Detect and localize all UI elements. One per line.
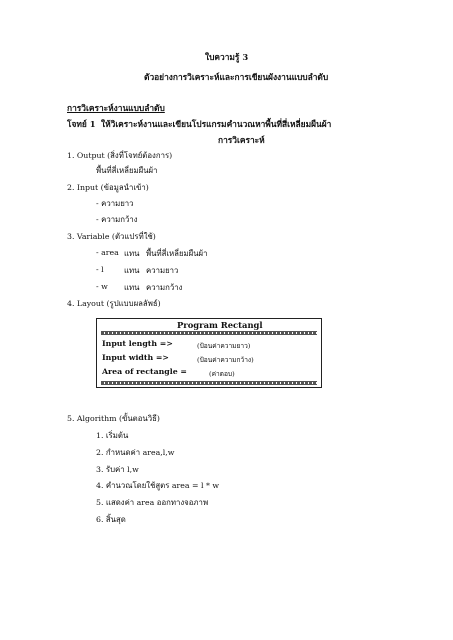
layout-row-note: (ป้อนค่าความกว้าง) xyxy=(197,356,254,364)
page-subtitle: ตัวอย่างการวิเคราะห์และการเขียนผังงานแบบลำดับ xyxy=(144,72,329,82)
variable-name: - w xyxy=(96,282,108,291)
variable-means: แทน xyxy=(124,283,140,292)
problem-text: ให้วิเคราะห์งานและเขียนโปรแกรมคำนวณหาพื้นที่สี่เหลี่ยมผืนผ้า xyxy=(101,119,332,129)
layout-row-main: Area of rectangle = xyxy=(102,367,187,376)
separator-line xyxy=(101,331,317,335)
layout-row-main: Input width => xyxy=(102,353,169,362)
program-output-box xyxy=(96,318,322,388)
algorithm-step: 2. กำหนดค่า area,l,w xyxy=(96,448,175,457)
layout-row-note: (ค่าตอบ) xyxy=(209,370,235,378)
variable-name: - area xyxy=(96,248,119,257)
output-label: 1. Output (สิ่งที่โจทย์ต้องการ) xyxy=(67,151,173,160)
input-label: 2. Input (ข้อมูลนำเข้า) xyxy=(67,183,149,192)
variable-means: แทน xyxy=(124,266,140,275)
algorithm-step: 3. รับค่า l,w xyxy=(96,465,139,474)
algorithm-step: 5. แสดงค่า area ออกทางจอภาพ xyxy=(96,498,209,507)
layout-row-note: (ป้อนค่าความยาว) xyxy=(197,342,251,350)
page-title: ใบความรู้ 3 xyxy=(205,52,249,62)
separator-line xyxy=(101,381,317,385)
variable-desc: พื้นที่สี่เหลี่ยมผืนผ้า xyxy=(146,249,208,258)
output-value: พื้นที่สี่เหลี่ยมผืนผ้า xyxy=(96,166,158,175)
variable-desc: ความกว้าง xyxy=(146,283,183,292)
algorithm-label: 5. Algorithm (ขั้นตอนวิธี) xyxy=(67,414,160,423)
algorithm-step: 1. เริ่มต้น xyxy=(96,431,129,440)
input-item: - ความกว้าง xyxy=(96,215,138,224)
algorithm-step: 6. สิ้นสุด xyxy=(96,515,126,524)
section-heading: การวิเคราะห์งานแบบลำดับ xyxy=(67,103,165,113)
program-box-title: Program Rectangl xyxy=(177,320,263,330)
analysis-heading: การวิเคราะห์ xyxy=(218,135,265,145)
layout-label: 4. Layout (รูปแบบผลลัพธ์) xyxy=(67,299,161,308)
algorithm-step: 4. คำนวณโดยใช้สูตร area = l * w xyxy=(96,481,220,490)
variable-desc: ความยาว xyxy=(146,266,179,275)
variable-name: - l xyxy=(96,265,104,274)
input-item: - ความยาว xyxy=(96,199,134,208)
problem-label: โจทย์ 1 xyxy=(67,119,96,129)
layout-row-main: Input length => xyxy=(102,339,173,348)
variable-means: แทน xyxy=(124,249,140,258)
variable-label: 3. Variable (ตัวแปรที่ใช้) xyxy=(67,232,156,241)
